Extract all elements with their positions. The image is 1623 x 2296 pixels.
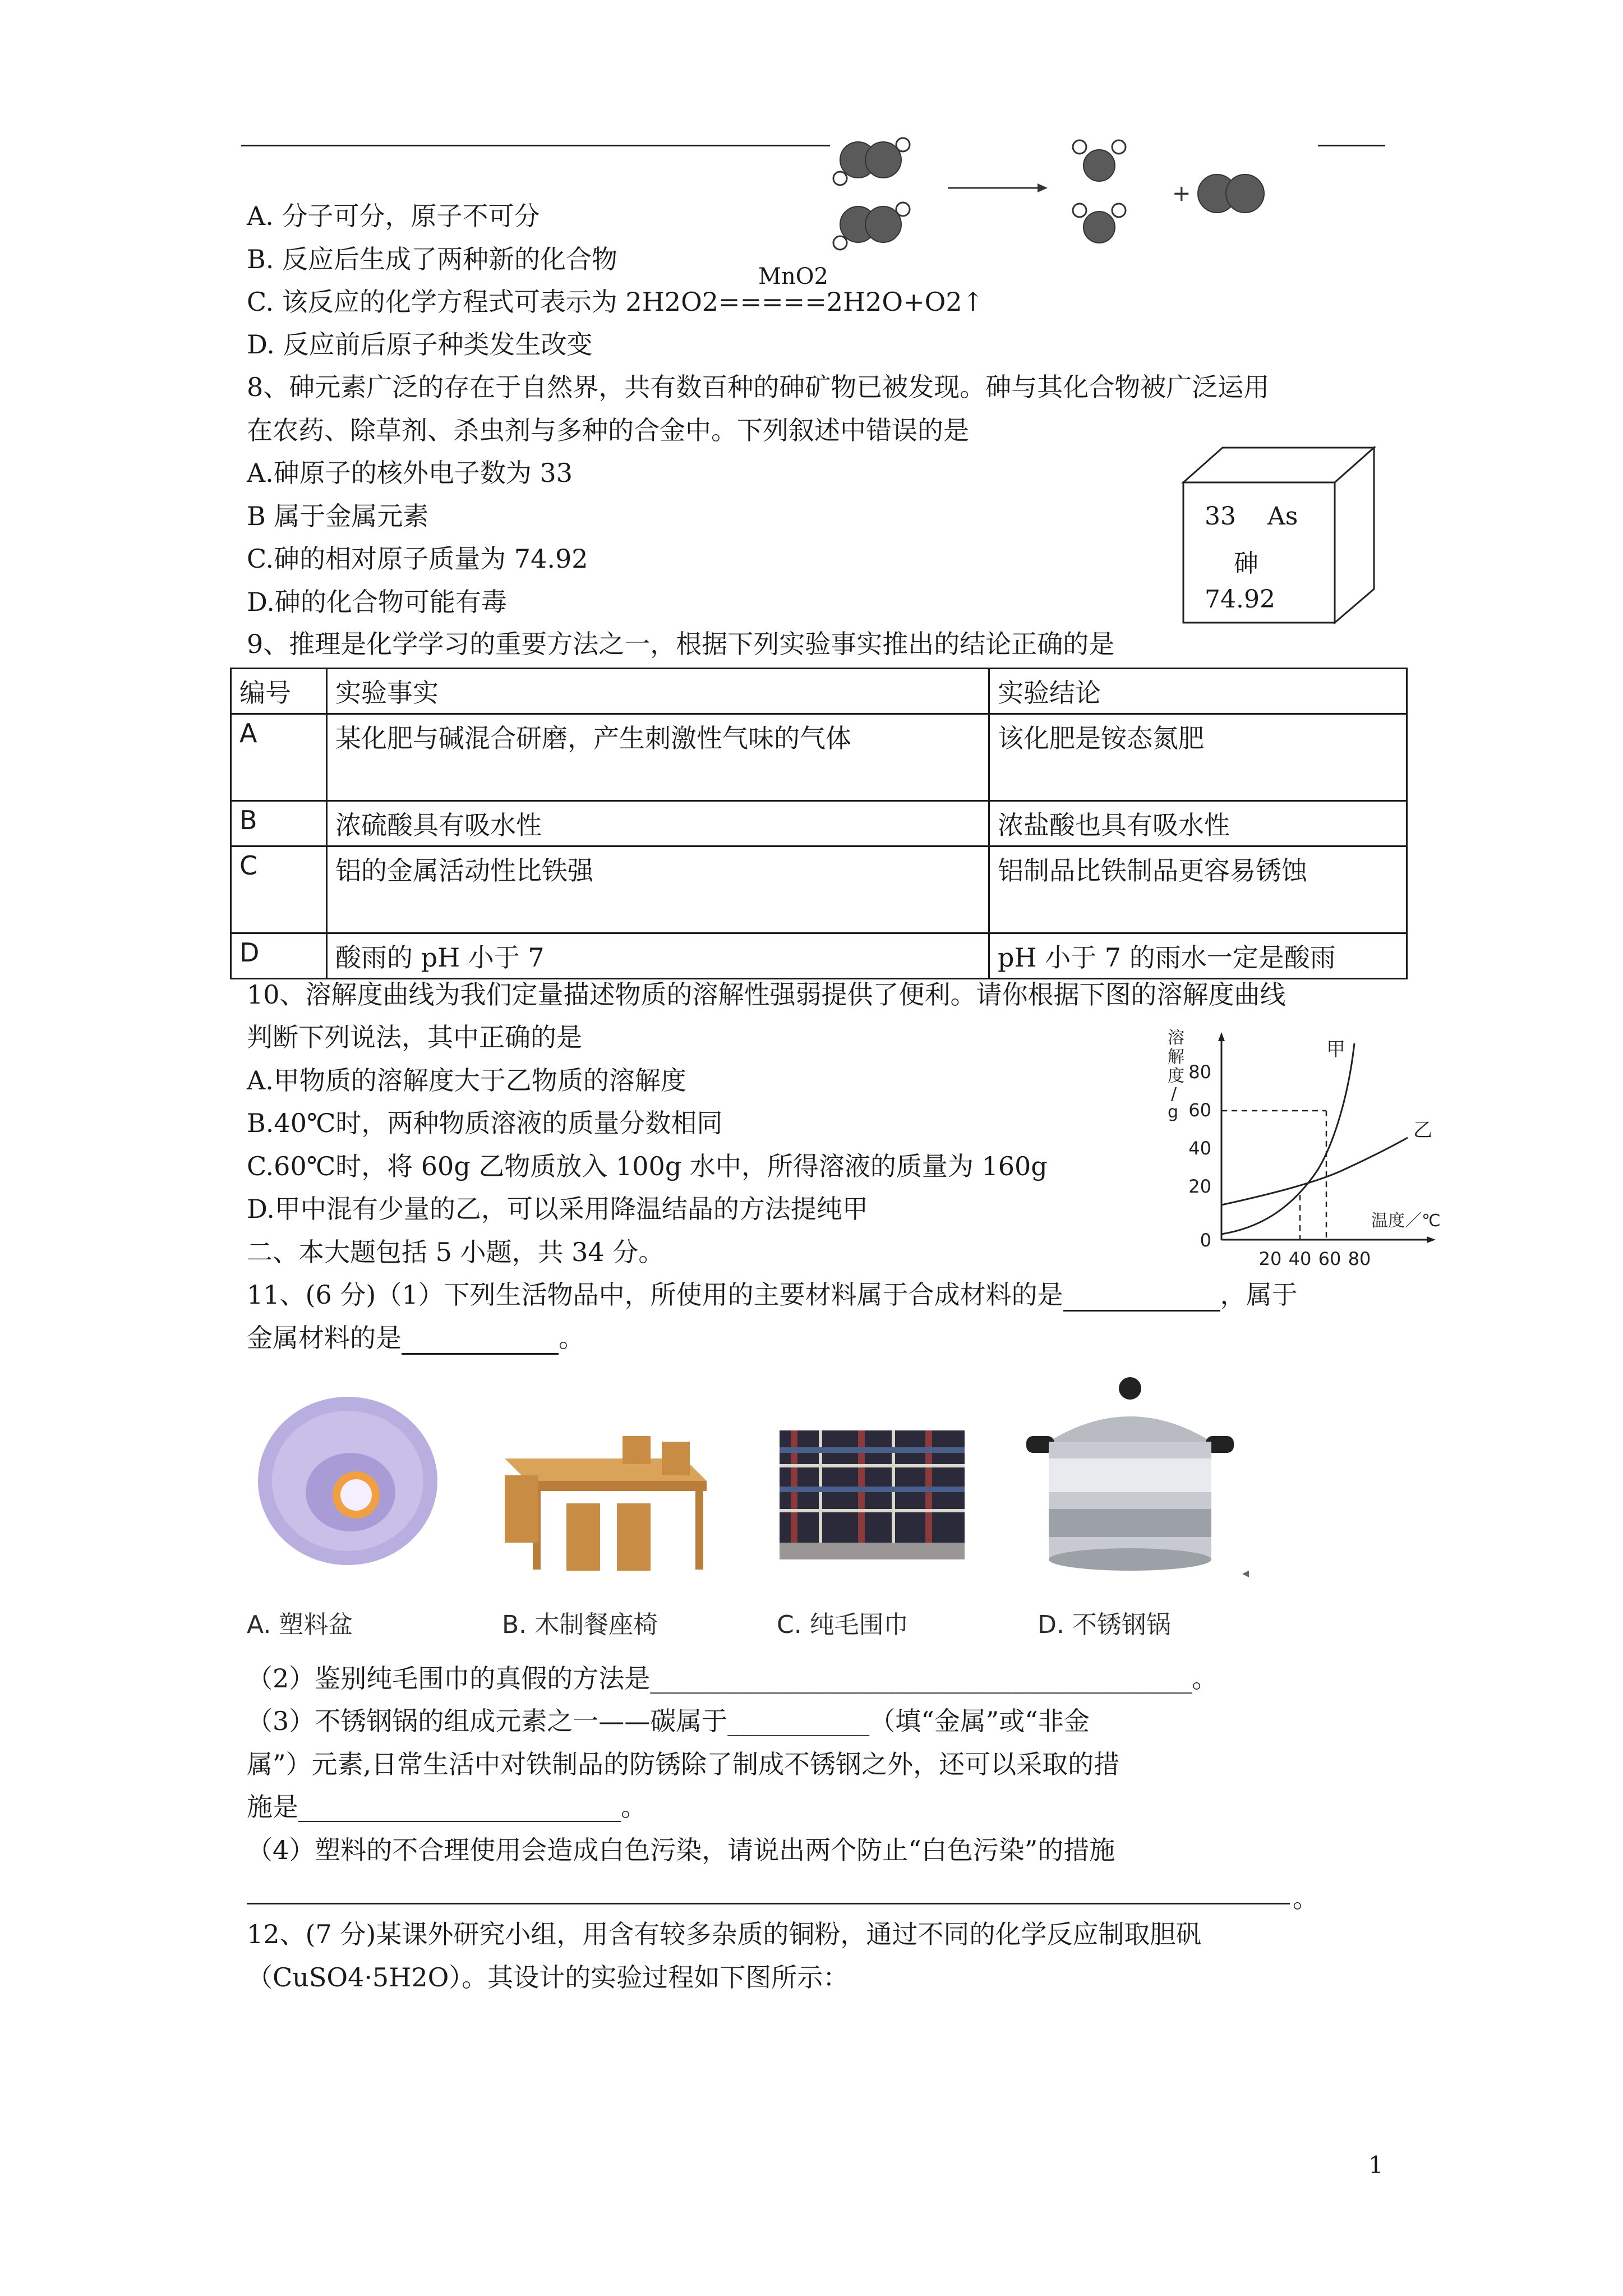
q11-part-4-line-1: （4）塑料的不合理使用会造成白色污染，请说出两个防止“白色污染”的措施 [247, 1835, 1115, 1865]
table-row [231, 801, 1407, 846]
q9-table [230, 668, 1408, 979]
top-rule-left [241, 145, 830, 146]
section-2-heading: 二、本大题包括 5 小题，共 34 分。 [247, 1237, 665, 1267]
q12-stem-2: （CuSO4·5H2O）。其设计的实验过程如下图所示： [247, 1962, 849, 1993]
q11-part-4-end: 。 [1293, 1883, 1318, 1913]
row-conclusion: pH 小于 7 的雨水一定是酸雨 [989, 933, 1407, 979]
plus-sign: + [1172, 181, 1191, 206]
q10-option-a: A.甲物质的溶解度大于乙物质的溶解度 [247, 1065, 686, 1096]
ylabel-char: 度 [1168, 1066, 1184, 1086]
q11-part-3-line-3: 施是_________________________。 [247, 1792, 647, 1822]
table-row [231, 714, 1407, 801]
row-conclusion: 该化肥是铵态氮肥 [989, 714, 1407, 801]
q10-option-d: D.甲中混有少量的乙，可以采用降温结晶的方法提纯甲 [247, 1194, 868, 1224]
q11-part-3-line-2: 属”）元素,日常生活中对铁制品的防锈除了制成不锈钢之外，还可以采取的措 [247, 1749, 1120, 1779]
catalyst-label: MnO2 [758, 264, 828, 289]
q8-option-c: C.砷的相对原子质量为 74.92 [247, 544, 588, 574]
row-fact: 铝的金属活动性比铁强 [327, 846, 989, 933]
q12-stem-1: 12、(7 分)某课外研究小组，用含有较多杂质的铜粉，通过不同的化学反应制取胆矾 [247, 1919, 1202, 1949]
header-conclusion: 实验结论 [989, 669, 1407, 714]
header-id: 编号 [231, 669, 327, 714]
element-number: 33 [1205, 502, 1236, 531]
header-fact: 实验事实 [327, 669, 989, 714]
ytick-label: 0 [1200, 1230, 1211, 1251]
q8-option-a: A.砷原子的核外电子数为 33 [247, 458, 573, 488]
ylabel-char: 解 [1168, 1047, 1184, 1067]
answer-blank-metal[interactable] [402, 1325, 559, 1355]
stainless-pot-image [1009, 1369, 1256, 1576]
q8-stem-2: 在农药、除草剂、杀虫剂与多种的合金中。下列叙述中错误的是 [247, 415, 969, 445]
xtick-label: 80 [1348, 1248, 1371, 1268]
q10-option-c: C.60℃时，将 60g 乙物质放入 100g 水中，所得溶液的质量为 160g [247, 1151, 1048, 1181]
q8-stem-1: 8、砷元素广泛的存在于自然界，共有数百种的砷矿物已被发现。砷与其化合物被广泛运用 [247, 372, 1270, 402]
q11-stem-1b: ，属于 [1220, 1280, 1298, 1310]
ytick-label: 40 [1188, 1138, 1211, 1159]
q9-stem: 9、推理是化学学习的重要方法之一，根据下列实验事实推出的结论正确的是 [247, 629, 1115, 659]
q7-option-b: B. 反应后生成了两种新的化合物 [247, 244, 618, 274]
ytick-label: 60 [1188, 1099, 1211, 1121]
q11-stem-1a: 11、(6 分)（1）下列生活物品中，所使用的主要材料属于合成材料的是 [247, 1280, 1063, 1310]
q11-stem-2b: 。 [559, 1323, 584, 1353]
wooden-table-chairs-image [482, 1419, 718, 1576]
element-symbol: As [1267, 502, 1298, 531]
series-label-yi: 乙 [1413, 1119, 1432, 1142]
plastic-basin-image [247, 1391, 449, 1576]
top-rule-right [1318, 145, 1385, 146]
wool-scarf-image [780, 1430, 965, 1559]
solubility-chart [1155, 1027, 1447, 1268]
q11-part-2: （2）鉴别纯毛围巾的真假的方法是__________________________________________。 [247, 1663, 1218, 1694]
row-id: A [231, 714, 327, 801]
element-mass: 74.92 [1205, 585, 1275, 614]
series-label-jia: 甲 [1326, 1038, 1345, 1061]
caption-c: C. 纯毛围巾 [777, 1611, 909, 1639]
triangle-mark: ◂ [1242, 1565, 1249, 1581]
xtick-label: 60 [1318, 1248, 1341, 1268]
q10-option-b: B.40℃时，两种物质溶液的质量分数相同 [247, 1108, 723, 1138]
q10-stem-2: 判断下列说法，其中正确的是 [247, 1022, 582, 1052]
caption-a: A. 塑料盆 [247, 1611, 353, 1639]
answer-blank-synthetic[interactable] [1063, 1282, 1220, 1312]
ylabel-char: 溶 [1168, 1028, 1184, 1048]
q11-part-3-line-1: （3）不锈钢锅的组成元素之一——碳属于___________（填“金属”或“非金 [247, 1706, 1090, 1736]
page-number: 1 [1368, 2151, 1384, 2179]
q11-stem-1 [247, 1278, 1298, 1312]
xtick-label: 20 [1258, 1248, 1282, 1268]
q8-option-d: D.砷的化合物可能有毒 [247, 587, 507, 617]
ylabel-char: g [1168, 1102, 1179, 1122]
q7-option-d: D. 反应前后原子种类发生改变 [247, 329, 593, 360]
row-fact: 浓硫酸具有吸水性 [327, 801, 989, 846]
q11-stem-2a: 金属材料的是 [247, 1323, 402, 1353]
answer-blank-white-pollution[interactable] [247, 1903, 1290, 1904]
ytick-label: 20 [1188, 1176, 1211, 1197]
row-id: C [231, 846, 327, 933]
xaxis-label: 温度／℃ [1371, 1211, 1441, 1231]
table-row [231, 846, 1407, 933]
table-row [231, 933, 1407, 979]
q10-stem-1: 10、溶解度曲线为我们定量描述物质的溶解性强弱提供了便利。请你根据下图的溶解度曲线 [247, 979, 1286, 1010]
caption-b: B. 木制餐座椅 [502, 1611, 658, 1639]
row-conclusion: 铝制品比铁制品更容易锈蚀 [989, 846, 1407, 933]
row-fact: 酸雨的 pH 小于 7 [327, 933, 989, 979]
table-header-row [231, 669, 1407, 714]
q11-stem-2 [247, 1321, 584, 1355]
xtick-label: 40 [1288, 1248, 1312, 1268]
row-fact: 某化肥与碱混合研磨，产生刺激性气味的气体 [327, 714, 989, 801]
element-name: 砷 [1234, 549, 1258, 578]
reaction-diagram [813, 129, 1318, 264]
q7-option-a: A. 分子可分，原子不可分 [247, 201, 540, 231]
q7-option-c: C. 该反应的化学方程式可表示为 2H2O2=====2H2O+O2↑ [247, 287, 984, 317]
row-conclusion: 浓盐酸也具有吸水性 [989, 801, 1407, 846]
ytick-label: 80 [1188, 1061, 1211, 1083]
q8-option-b: B 属于金属元素 [247, 501, 429, 531]
row-id: B [231, 801, 327, 846]
row-id: D [231, 933, 327, 979]
caption-d: D. 不锈钢锅 [1038, 1611, 1171, 1639]
ylabel-char: / [1171, 1084, 1177, 1104]
